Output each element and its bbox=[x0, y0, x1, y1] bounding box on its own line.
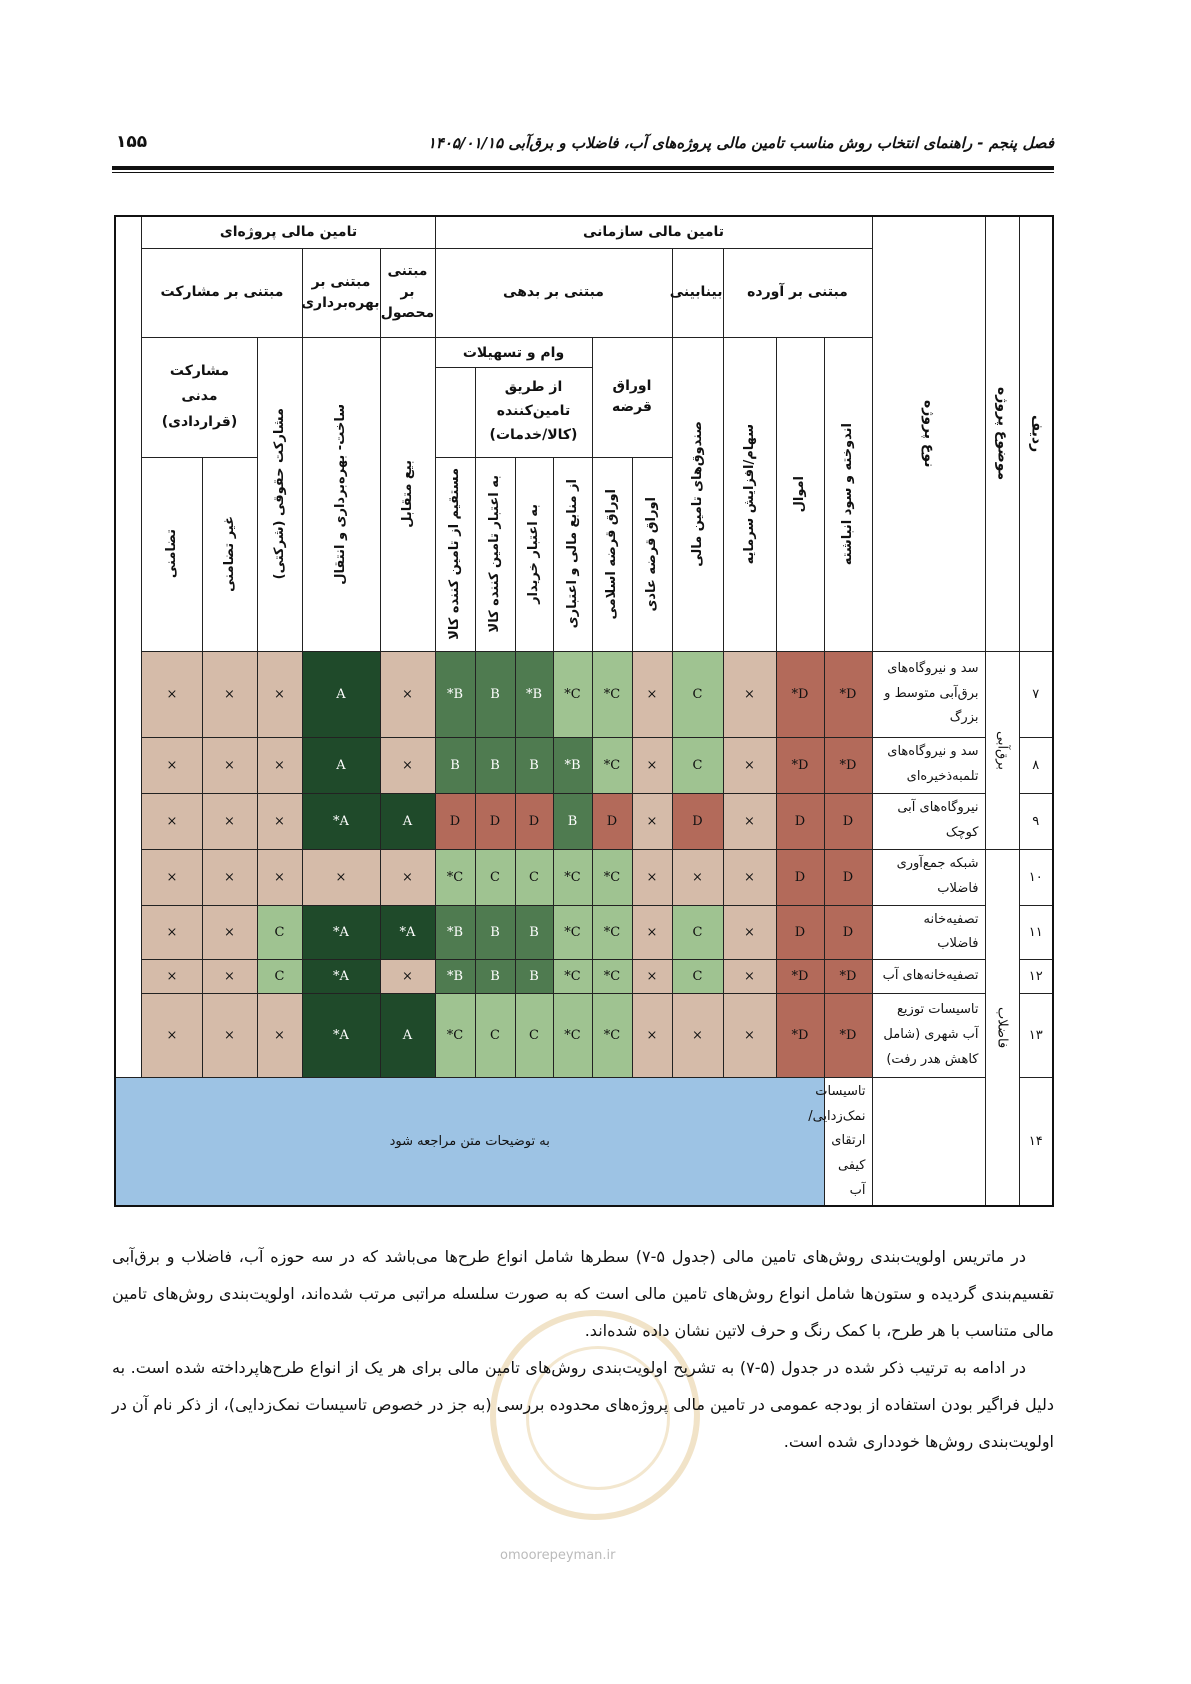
priority-cell: D bbox=[475, 793, 515, 849]
sub-mosharekat: مبتنی بر مشارکت bbox=[142, 248, 302, 337]
priority-cell: A* bbox=[380, 905, 435, 959]
priority-cell: C* bbox=[553, 993, 592, 1077]
project-type-name: تاسیسات توزیع آب شهری (شامل کاهش هدر رفت) bbox=[872, 993, 985, 1077]
priority-cell: D* bbox=[776, 959, 824, 993]
priority-cell: D bbox=[824, 905, 872, 959]
subject-empty bbox=[872, 1077, 985, 1206]
priority-cell: D* bbox=[824, 959, 872, 993]
priority-cell: × bbox=[142, 651, 202, 737]
priority-cell: × bbox=[142, 993, 202, 1077]
priority-cell: B* bbox=[515, 651, 553, 737]
priority-cell: B bbox=[515, 959, 553, 993]
row-number: ۱۱ bbox=[1019, 905, 1053, 959]
priority-cell: C* bbox=[553, 959, 592, 993]
col-header-14: غیر تضامنی bbox=[202, 457, 257, 651]
priority-cell: C bbox=[515, 849, 553, 905]
priority-cell: B* bbox=[553, 737, 592, 793]
priority-cell: C* bbox=[592, 651, 632, 737]
priority-cell: C* bbox=[553, 849, 592, 905]
col-header-2: اموال bbox=[776, 337, 824, 651]
priority-cell: D* bbox=[776, 993, 824, 1077]
financing-matrix-table bbox=[114, 215, 1054, 1207]
header-title: فصل پنجم - راهنمای انتخاب روش مناسب تامین مالی پروژه‌های آب، فاضلاب و برق‌آبی ۱۴۰۵/۰۱/۱۵ bbox=[427, 134, 1054, 152]
col-header-11: بیع متقابل bbox=[380, 337, 435, 651]
priority-cell: × bbox=[723, 993, 776, 1077]
row-number: ۱۰ bbox=[1019, 849, 1053, 905]
group-madani: مشارکت مدنی (قراردادی) bbox=[142, 337, 257, 457]
priority-cell: C bbox=[672, 905, 723, 959]
priority-cell: × bbox=[380, 651, 435, 737]
priority-cell: B bbox=[515, 905, 553, 959]
priority-cell: B* bbox=[435, 959, 475, 993]
priority-cell: × bbox=[257, 849, 302, 905]
priority-cell: D bbox=[435, 793, 475, 849]
priority-cell: × bbox=[142, 737, 202, 793]
subject-fazelab: فاضلاب bbox=[985, 849, 1019, 1206]
priority-cell: C bbox=[672, 651, 723, 737]
group-taminkonande: از طریق تامین‌کننده (کالا/خدمات) bbox=[475, 368, 592, 457]
priority-cell: D* bbox=[776, 651, 824, 737]
group-organizational: تامین مالی سازمانی bbox=[435, 216, 872, 248]
priority-cell: × bbox=[380, 959, 435, 993]
priority-cell: × bbox=[723, 737, 776, 793]
priority-cell: C* bbox=[592, 993, 632, 1077]
col-header-12: ساخت- بهره‌برداری و انتقال bbox=[302, 337, 380, 651]
priority-cell: × bbox=[632, 993, 672, 1077]
priority-cell: × bbox=[257, 737, 302, 793]
priority-cell: C* bbox=[592, 737, 632, 793]
priority-cell: × bbox=[380, 849, 435, 905]
priority-cell: D bbox=[776, 905, 824, 959]
col-header-3: سهام/افزایش سرمایه bbox=[723, 337, 776, 651]
col-row-header: ردیف bbox=[1019, 216, 1053, 651]
priority-cell: D bbox=[672, 793, 723, 849]
priority-cell: C* bbox=[592, 849, 632, 905]
row-number: ۱۲ bbox=[1019, 959, 1053, 993]
col-header-6: اوراق قرضه اسلامی bbox=[592, 457, 632, 651]
paragraph-2: در ادامه به ترتیب ذکر شده در جدول (۵-۷) به تشریح اولویت‌بندی روش‌های تامین مالی برای هر یک از انواع طرح‌هاپرداخته شده است. به دلیل فراگیر بودن استفاده از بودجه عمومی در تامین مالی پروژه‌های محدوده بررسی (به جز در خصوص تاسیسات نمک‌زدایی)، از ذکر نام آن در اولویت‌بندی روش‌ها خودداری شده است. bbox=[112, 1358, 1054, 1451]
watermark-text: omoorepeyman.ir bbox=[500, 1548, 616, 1563]
table-row bbox=[115, 905, 1053, 959]
priority-cell: B bbox=[475, 905, 515, 959]
col-subject-header: موضوع پروژه bbox=[985, 216, 1019, 651]
table-row bbox=[115, 959, 1053, 993]
priority-cell: A bbox=[302, 737, 380, 793]
priority-cell: C bbox=[672, 959, 723, 993]
sub-bahre: مبتنی بر بهره‌برداری bbox=[302, 248, 380, 337]
priority-cell: C* bbox=[553, 651, 592, 737]
priority-cell: × bbox=[632, 793, 672, 849]
table-row bbox=[115, 1077, 1053, 1206]
priority-cell: A* bbox=[302, 793, 380, 849]
priority-cell: C* bbox=[553, 905, 592, 959]
priority-cell: × bbox=[257, 651, 302, 737]
priority-cell: × bbox=[723, 651, 776, 737]
sub-mahsul: مبتنی بر محصول bbox=[380, 248, 435, 337]
priority-cell: × bbox=[723, 793, 776, 849]
row-number: ۷ bbox=[1019, 651, 1053, 737]
priority-cell: × bbox=[202, 737, 257, 793]
priority-cell: × bbox=[202, 905, 257, 959]
priority-cell: D bbox=[776, 849, 824, 905]
priority-cell: × bbox=[202, 959, 257, 993]
priority-cell: C bbox=[257, 959, 302, 993]
priority-cell: C* bbox=[592, 905, 632, 959]
priority-cell: × bbox=[723, 905, 776, 959]
priority-cell: B bbox=[435, 737, 475, 793]
priority-cell: D* bbox=[776, 737, 824, 793]
priority-cell: A* bbox=[302, 993, 380, 1077]
priority-cell: B bbox=[475, 651, 515, 737]
col-header-1: اندوخته و سود انباشته bbox=[824, 337, 872, 651]
project-type-name: تاسیسات نمک‌زدایی/ ارتقای کیفی آب bbox=[824, 1077, 872, 1206]
priority-cell: C* bbox=[435, 849, 475, 905]
row-number: ۱۴ bbox=[1019, 1077, 1053, 1206]
col-header-7: از منابع مالی و اعتباری bbox=[553, 457, 592, 651]
project-type-name: شبکه جمع‌آوری فاضلاب bbox=[872, 849, 985, 905]
priority-cell: B bbox=[475, 959, 515, 993]
priority-cell: C bbox=[672, 737, 723, 793]
priority-cell: × bbox=[632, 737, 672, 793]
priority-cell: × bbox=[632, 905, 672, 959]
priority-cell: C bbox=[515, 993, 553, 1077]
priority-cell: A bbox=[380, 993, 435, 1077]
priority-cell: D bbox=[824, 849, 872, 905]
priority-cell: × bbox=[672, 993, 723, 1077]
priority-cell: D bbox=[824, 793, 872, 849]
priority-cell: C* bbox=[435, 993, 475, 1077]
priority-cell: B bbox=[553, 793, 592, 849]
matrix-body bbox=[115, 651, 1053, 1206]
row-number: ۱۳ bbox=[1019, 993, 1053, 1077]
priority-cell: D* bbox=[824, 651, 872, 737]
priority-cell: × bbox=[672, 849, 723, 905]
row-number: ۹ bbox=[1019, 793, 1053, 849]
group-project: تامین مالی پروژه‌ای bbox=[142, 216, 435, 248]
priority-cell: C bbox=[475, 993, 515, 1077]
priority-cell: × bbox=[257, 993, 302, 1077]
priority-cell: × bbox=[142, 905, 202, 959]
row-number: ۸ bbox=[1019, 737, 1053, 793]
sub-bedehi: مبتنی بر بدهی bbox=[435, 248, 672, 337]
priority-cell: × bbox=[380, 737, 435, 793]
priority-cell: A* bbox=[302, 959, 380, 993]
priority-cell: D bbox=[515, 793, 553, 849]
sub-avardeh: مبتنی بر آورده bbox=[723, 248, 872, 337]
table-row bbox=[115, 651, 1053, 737]
priority-cell: B* bbox=[435, 905, 475, 959]
paragraph-1: در ماتریس اولویت‌بندی روش‌های تامین مالی (جدول ۵-۷) سطرها شامل انواع طرح‌ها می‌باشد که در سه حوزه آب، فاضلاب و برق‌آبی تقسیم‌بندی گردیده و ستون‌ها شامل انواع روش‌های تامین مالی است که به صورت سلسله مراتبی مرتب شده‌اند، اولویت‌بندی روش‌های تامین مالی متناسب با هر طرح، با کمک رنگ و حرف لاتین نشان داده شده‌اند. bbox=[112, 1247, 1054, 1340]
priority-cell: A bbox=[302, 651, 380, 737]
priority-cell: × bbox=[142, 793, 202, 849]
table-row bbox=[115, 737, 1053, 793]
project-type-name: تصفیه‌خانه فاضلاب bbox=[872, 905, 985, 959]
col-header-15: تضامنی bbox=[142, 457, 202, 651]
subject-barghabi: برق‌آبی bbox=[985, 651, 1019, 849]
priority-cell: × bbox=[723, 959, 776, 993]
page-header bbox=[112, 126, 1054, 170]
priority-cell: × bbox=[723, 849, 776, 905]
header-rule-thin bbox=[112, 172, 1054, 173]
col-header-5: اوراق قرضه عادی bbox=[632, 457, 672, 651]
priority-cell: × bbox=[202, 793, 257, 849]
project-type-name: نیروگاه‌های آبی کوچک bbox=[872, 793, 985, 849]
col-header-4: صندوق‌های تامین مالی bbox=[672, 337, 723, 651]
priority-cell: A bbox=[380, 793, 435, 849]
sub-binabini: بینابینی bbox=[672, 248, 723, 337]
row-note: به توضیحات متن مراجعه شود bbox=[115, 1077, 824, 1206]
priority-cell: A* bbox=[302, 905, 380, 959]
priority-cell: B bbox=[515, 737, 553, 793]
priority-cell: × bbox=[257, 793, 302, 849]
table-row bbox=[115, 793, 1053, 849]
table-row bbox=[115, 993, 1053, 1077]
project-type-name: تصفیه‌خانه‌های آب bbox=[872, 959, 985, 993]
priority-cell: × bbox=[142, 849, 202, 905]
priority-cell: × bbox=[302, 849, 380, 905]
priority-cell: × bbox=[632, 959, 672, 993]
body-text bbox=[112, 1238, 1054, 1460]
col-header-8: به اعتبار خریدار bbox=[515, 457, 553, 651]
priority-cell: D bbox=[592, 793, 632, 849]
col-header-13: مشارکت حقوقی (شرکتی) bbox=[257, 337, 302, 651]
priority-cell: × bbox=[202, 993, 257, 1077]
col-header-9: به اعتبار تامین کننده کالا bbox=[475, 457, 515, 651]
project-type-name: سد و نیروگاه‌های تلمبه‌ذخیره‌ای bbox=[872, 737, 985, 793]
priority-cell: × bbox=[632, 849, 672, 905]
priority-cell: × bbox=[202, 651, 257, 737]
priority-cell: × bbox=[142, 959, 202, 993]
col-type-header: نوع پروژه bbox=[872, 216, 985, 651]
page-number: ۱۵۵ bbox=[116, 132, 148, 152]
priority-cell: C* bbox=[592, 959, 632, 993]
group-oragh-gharze: اوراق قرضه bbox=[592, 337, 672, 457]
project-type-name: سد و نیروگاه‌های برق‌آبی متوسط و بزرگ bbox=[872, 651, 985, 737]
priority-cell: D bbox=[776, 793, 824, 849]
priority-cell: C bbox=[257, 905, 302, 959]
priority-cell: × bbox=[202, 849, 257, 905]
priority-cell: B* bbox=[435, 651, 475, 737]
table-row bbox=[115, 849, 1053, 905]
header-rule bbox=[112, 166, 1054, 170]
priority-cell: C bbox=[475, 849, 515, 905]
group-vam: وام و تسهیلات از طریق تامین‌کننده (کالا/خدمات) bbox=[435, 337, 592, 457]
priority-cell: D* bbox=[824, 737, 872, 793]
col-header-10: مستقیم از تامین کننده کالا bbox=[435, 457, 475, 651]
priority-cell: B bbox=[475, 737, 515, 793]
priority-cell: × bbox=[632, 651, 672, 737]
priority-cell: D* bbox=[824, 993, 872, 1077]
